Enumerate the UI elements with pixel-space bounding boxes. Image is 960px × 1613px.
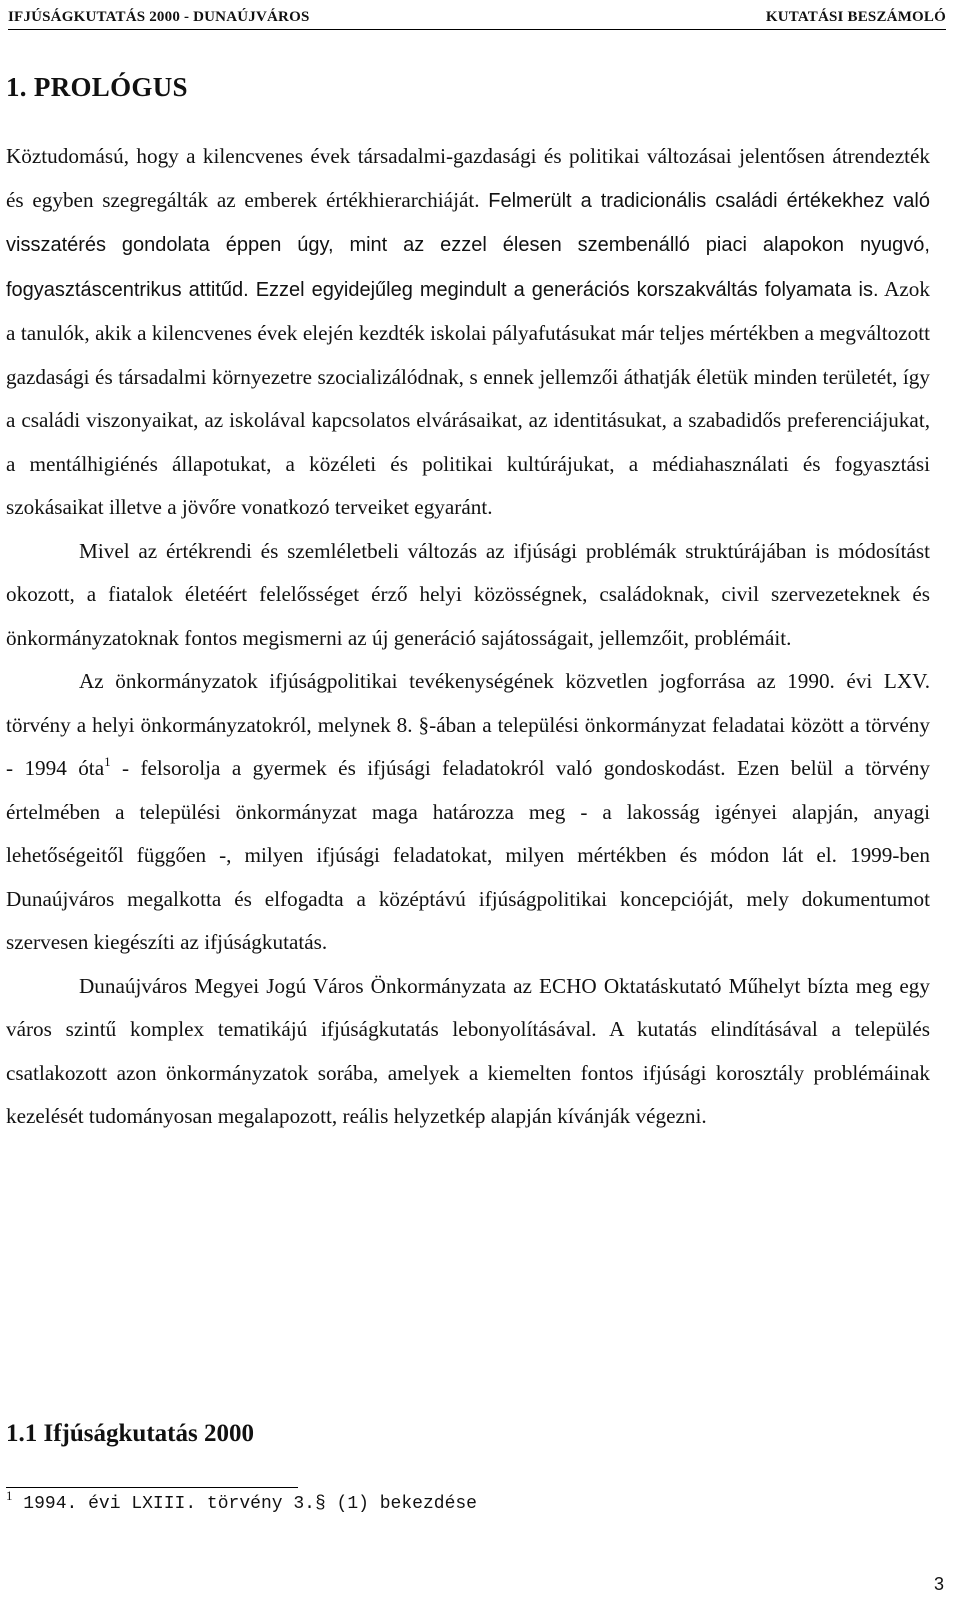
paragraph-2: Mivel az értékrendi és szemléletbeli változás az ifjúsági problémák struktúrájában is módosítást okozott, a fiatalok életéért felelősséget érző helyi közösségnek, családoknak, civil szervezeteknek és önkormányzatoknak fontos megismerni az új generáció sajátosságait, jellemzőit, problémáit. xyxy=(6,538,930,650)
footnote-marker: 1 xyxy=(6,1488,13,1503)
paragraph-3-part-a: Az önkormányzatok ifjúságpolitikai tevékenységének közvetlen jogforrása az 1990. évi LXV. törvény a helyi önkormányzatokról, melynek 8. §-ában a települési önkormányzat feladatai között a törvény - 1994 óta xyxy=(6,669,930,780)
header-left-title: IFJÚSÁGKUTATÁS 2000 - DUNAÚJVÁROS xyxy=(8,9,310,25)
page-number: 3 xyxy=(933,1574,944,1594)
header-right-title: KUTATÁSI BESZÁMOLÓ xyxy=(765,9,946,25)
paragraph-1-sans-run: Felmerült a tradicionális családi értékekhez való visszatérés gondolata éppen úgy, mint az ezzel élesen szembenálló piaci alapokon nyugvó, fogyasztáscentrikus attitűd. Ezzel egyidejűleg megindult a generációs korszakváltás folyamata is. xyxy=(6,189,930,301)
section-title: 1. PROLÓGUS xyxy=(6,72,188,102)
paragraph-1 xyxy=(6,135,930,530)
paragraph-1-part-a: Köztudomású, hogy a kilencvenes évek társadalmi-gazdasági és politikai változásai jelentősen átrendezték és egyben szegregálták az emberek értékhierarchiáját. xyxy=(6,144,930,212)
footnote xyxy=(6,1488,477,1517)
paragraph-4: Dunaújváros Megyei Jogú Város Önkormányzata az ECHO Oktatáskutató Műhelyt bízta meg egy város szintű komplex tematikájú ifjúságkutatás lebonyolításával. A kutatás elindításával a település csatlakozott azon önkormányzatok sorába, amelyek a kiemelten fontos ifjúsági korosztály problémáinak kezelését tudományosan megalapozott, reális helyzetkép alapján kívánják végezni. xyxy=(6,973,930,1128)
body-text xyxy=(6,135,930,1139)
paragraph-1-part-b: Azok a tanulók, akik a kilencvenes évek elején kezdték iskolai pályafutásukat már teljes mértékben a megváltozott gazdasági és társadalmi környezetre szocializálódnak, s ennek jellemzői áthatják életük minden területét, így a családi viszonyaikat, az iskolával kapcsolatos elvárásaikat, az identitásukat, a szabadidős preferenciájukat, a mentálhigiénés állapotukat, a közéleti és politikai kultúrájukat, a médiahasználati és fogyasztási szokásaikat illetve a jövőre vonatkozó terveiket egyaránt. xyxy=(6,276,930,519)
paragraph-3-part-b: - felsorolja a gyermek és ifjúsági feladatokról való gondoskodást. Ezen belül a törvény értelmében a települési önkormányzat maga határozza meg - a lakosság igényei alapján, anyagi lehetőségeitől függően -, milyen ifjúsági feladatokat, milyen mértékben és módon lát el. 1999-ben Dunaújváros megalkotta és elfogadta a középtávú ifjúságpolitikai koncepcióját, mely dokumentumot szervesen kiegészíti az ifjúságkutatás. xyxy=(6,756,930,954)
subsection-title: 1.1 Ifjúságkutatás 2000 xyxy=(6,1420,254,1447)
footnote-text: 1994. évi LXIII. törvény 3.§ (1) bekezdése xyxy=(12,1494,477,1514)
paragraph-3 xyxy=(6,660,930,965)
footnote-reference[interactable]: 1 xyxy=(104,754,111,769)
footnote-divider xyxy=(6,1487,298,1488)
running-header xyxy=(8,2,946,30)
